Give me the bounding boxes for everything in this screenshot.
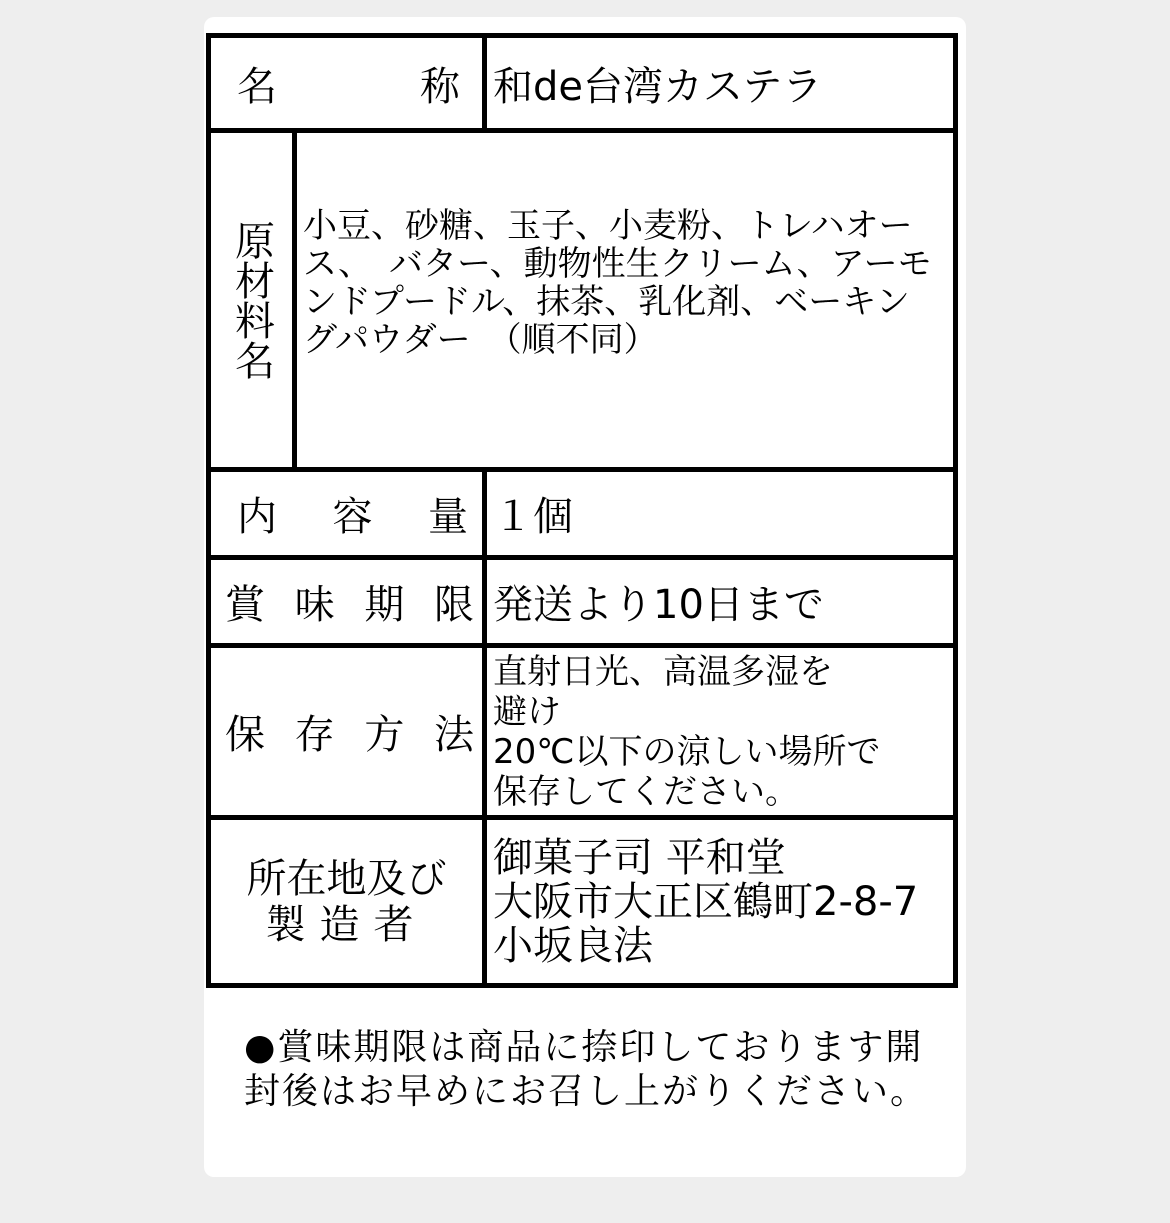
ingredients-heading-char: 原 xyxy=(228,220,275,260)
expiry-heading-char: 期 xyxy=(364,582,405,628)
expiry-heading-char: 賞 xyxy=(225,582,265,628)
amount-heading-char: 内 xyxy=(237,494,277,540)
storage-heading-char: 法 xyxy=(433,712,474,758)
product-name-heading xyxy=(211,38,487,128)
manufacturer-value xyxy=(487,820,953,983)
storage-heading-char: 方 xyxy=(364,712,405,758)
row-storage xyxy=(211,643,953,815)
amount-heading-char: 容 xyxy=(332,494,373,540)
amount-heading-char: 量 xyxy=(428,494,468,540)
ingredients-heading-char: 料 xyxy=(228,300,275,340)
storage-heading-char: 存 xyxy=(294,712,335,758)
ingredients-heading-char: 材 xyxy=(228,260,275,300)
ingredients-value: 小豆、砂糖、玉子、小麦粉、トレハオース、 バター、動物性生クリーム、アーモンドプードル、抹茶、乳化剤、ベーキングパウダー （順不同） xyxy=(303,206,932,360)
product-name-value: 和de台湾カステラ xyxy=(493,63,823,110)
row-product-name xyxy=(211,38,953,128)
expiry-value: 発送より10日まで xyxy=(493,582,824,628)
amount-value: １個 xyxy=(493,494,573,540)
storage-line: 保存してください。 xyxy=(493,771,799,812)
manufacturer-heading xyxy=(211,820,487,983)
row-amount xyxy=(211,467,953,555)
expiry-heading-char: 限 xyxy=(433,582,474,628)
storage-line: 20℃以下の涼しい場所で xyxy=(493,731,881,772)
product-name-heading-char-2: 称 xyxy=(420,63,460,110)
expiry-heading-char: 味 xyxy=(294,582,335,628)
expiry-heading xyxy=(211,560,487,643)
amount-heading xyxy=(211,472,487,555)
manufacturer-heading-line-1: 所在地及び xyxy=(246,855,447,902)
manufacturer-line: 御菓子司 平和堂 xyxy=(493,834,786,881)
ingredients-heading xyxy=(211,133,297,467)
ingredients-heading-char: 名 xyxy=(228,340,275,380)
manufacturer-line: 大阪市大正区鶴町2-8-7 xyxy=(493,878,919,925)
manufacturer-heading-line-2: 製造者 xyxy=(265,901,428,948)
manufacturer-line: 小坂良法 xyxy=(493,922,653,969)
storage-heading xyxy=(211,648,487,815)
storage-heading-char: 保 xyxy=(225,712,265,758)
storage-line: 直射日光、高温多湿を xyxy=(493,651,833,692)
food-label-table xyxy=(206,33,958,988)
row-expiry xyxy=(211,555,953,643)
product-name-heading-char-1: 名 xyxy=(237,63,277,110)
row-ingredients xyxy=(211,128,953,467)
expiry-note: ●賞味期限は商品に捺印しております開封後はお早めにお召し上がりください。 xyxy=(244,1027,929,1112)
storage-line: 避け xyxy=(493,691,561,732)
row-manufacturer xyxy=(211,815,953,983)
storage-value xyxy=(487,648,953,815)
